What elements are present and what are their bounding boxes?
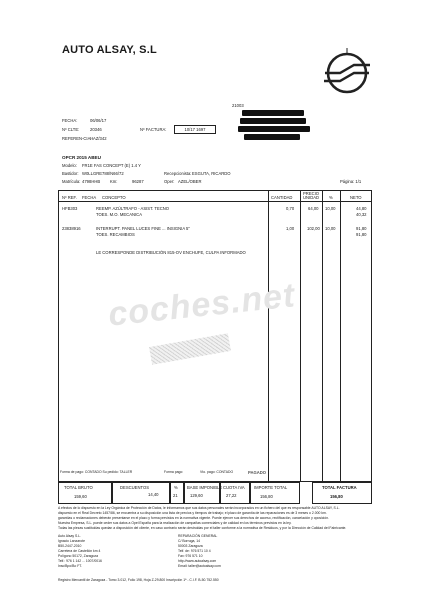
row1-dto: 10,00 — [325, 206, 336, 211]
contact-left-1: Auto Alsay S.L. — [58, 534, 81, 538]
descuentos-label: DESCUENTOS — [120, 485, 150, 490]
row2-concepto-1: INTERRUPT. PANEL LUCES FINE ... INSIGNIA 5" — [96, 226, 190, 231]
importe-label: IMPORTE TOTAL — [254, 485, 288, 490]
table-header-divider — [58, 201, 371, 202]
row1-concepto-1: REEMP. AZÚLTRAFO - ASIST. TECNO — [96, 206, 170, 211]
matricula-value: 4798HHB — [82, 179, 101, 184]
company-name: AUTO ALSAY, S.L — [62, 44, 157, 56]
nr-cliente-value: 20346 — [90, 127, 102, 132]
page-number: Página: 1/1 — [340, 179, 362, 184]
header-dto: % — [329, 195, 333, 200]
vehicle-model-value: FR1E FAS CONCEPT (E) 1.4 Y — [82, 163, 141, 168]
contact-right-6: http://www.autoalsay.com — [178, 559, 217, 563]
legal-line-4: Nuestra Empresa, S.L. puede ceder sus datos a Opel España para la realización de campañas comerciales y de calidad en los términos previstos en la ley. — [58, 521, 292, 525]
base-label: BASE IMPONIBLE — [187, 485, 223, 490]
legal-line-2: dispuesto en el Real Decreto 1457/86, se encuentra a su disposición una lista de precios y tiempos de trabajo; el plazo de garantía de las reparaciones es de 3 meses o 2.000 km. — [58, 511, 327, 515]
nr-factura-label: Nº FACTURA: — [140, 127, 167, 132]
contact-right-5: Fax: 976 571 10 — [178, 554, 203, 558]
row2-neto-2: 91,80 — [356, 232, 367, 237]
contact-right-1: REPARACIÓN GENERAL — [178, 534, 218, 538]
column-divider-cantidad — [268, 190, 269, 481]
redacted-address-4 — [244, 134, 300, 140]
km-value: 96287 — [132, 179, 144, 184]
total-bruto-label: TOTAL BRUTO — [64, 485, 93, 490]
vehicle-heading: OPCR 2015 ABEU — [62, 155, 101, 160]
row1-cantidad: 0,70 — [286, 206, 295, 211]
contact-left-5: Polígono 50172, Zaragoza — [58, 554, 98, 558]
legal-line-3: garantías o reclamaciones deberán presentarse en el plazo y forma previstos en la normativa vigente. Puede ejercer sus derechos de acceso, rectificación, cancelación y oposición. — [58, 516, 330, 520]
column-divider-dto — [322, 190, 323, 481]
nr-factura-value: 10/17 1697 — [174, 125, 216, 134]
legal-line-5: Todas las piezas sustituidas quedan a disposición del cliente, en caso contrario serán destruidas por el taller conforme a la normativa de Residuos, y por la Dirección de Calidad del Fabricante. — [58, 526, 347, 530]
nr-cliente-label: Nº CLTE: — [62, 127, 80, 132]
contact-right-3: 50003 Zaragoza — [178, 544, 203, 548]
invoice-number-top: 21003 — [232, 103, 244, 108]
contact-right-2: C/ Borruga, 14 — [178, 539, 201, 543]
total-factura-label: TOTAL FACTURA — [322, 485, 357, 490]
stamp-text: PAGADO — [248, 470, 267, 475]
payment-terms: Forma de pago: CONTADO Su pedido: TALLER — [60, 470, 133, 474]
matricula-label: Matrícula: — [62, 179, 81, 184]
contact-left-4: Carretera de Castellón km 4 — [58, 549, 101, 553]
km-label: Km: — [110, 179, 118, 184]
contact-left-7: Insc/Bpo/Bo FT. — [58, 564, 82, 568]
header-concepto: CONCEPTO — [102, 195, 126, 200]
header-cantidad: CANTIDAD — [271, 195, 293, 200]
header-precio: PRECIO UNIDAD — [303, 191, 320, 201]
row1-precio: 64,00 — [308, 206, 319, 211]
vehicle-model-label: Modelo: — [62, 163, 77, 168]
total-factura-value: 156,80 — [330, 494, 343, 499]
row1-ref: HFB303 — [62, 206, 78, 211]
row2-concepto-2: TOES. RECAMBIOS — [96, 232, 135, 237]
header-neto: NETO — [350, 195, 362, 200]
column-divider-neto — [340, 190, 341, 481]
payment-form: Forma pago: — [164, 470, 184, 474]
vehicle-bastidor-value: W0LLGRE788/N66/72 — [82, 171, 124, 176]
row2-dto: 10,00 — [325, 226, 336, 231]
row2-precio: 102,00 — [307, 226, 320, 231]
contact-right-4: Telf. de: 976 571 10 4 — [178, 549, 211, 553]
descuentos-value: 14,40 — [148, 492, 159, 497]
row2-cantidad: 1,00 — [286, 226, 295, 231]
importe-value: 156,80 — [260, 494, 273, 499]
oper-value: AZEL/OBER — [178, 179, 202, 184]
cuota-label: CUOTA IVA — [223, 485, 245, 490]
row1-concepto-2: TOES. M.O. MECANICA — [96, 212, 142, 217]
iva-pct-label: % — [174, 485, 178, 490]
base-value: 129,60 — [190, 493, 203, 498]
cuota-value: 27,22 — [226, 493, 237, 498]
header-fecha: FECHA — [82, 195, 97, 200]
oper-label: Oper: — [164, 179, 175, 184]
contact-left-3: B50-2447-2010 — [58, 544, 82, 548]
fecha-value: 06/06/17 — [90, 118, 107, 123]
payment-due: Vto. pago: CONTADO — [200, 470, 234, 474]
contact-right-7: Email: taller@autoalsay.com — [178, 564, 221, 568]
row2-ref: 23838916 — [62, 226, 81, 231]
fecha-label: FECHA: — [62, 118, 78, 123]
watermark-text: coches.net — [106, 276, 298, 334]
contact-left-2: Ignacio Lanzarote — [58, 539, 85, 543]
redacted-address-3 — [238, 126, 310, 132]
redacted-address-1 — [242, 110, 304, 116]
redacted-address-2 — [240, 118, 306, 124]
header-ref: Nº REF. — [62, 195, 77, 200]
column-divider-precio — [300, 190, 301, 481]
iva-pct-value: 21 — [173, 493, 178, 498]
row1-neto-1: 44,80 — [356, 206, 367, 211]
row1-neto-2: 40,32 — [356, 212, 367, 217]
table-note: LE CORRESPONDE DISTRIBUCIÓN 815-OV ENCHUFE, CULPA INFORMADO — [96, 250, 246, 255]
opel-logo-icon — [322, 48, 372, 98]
legal-line-1: A efectos de lo dispuesto en la Ley Orgánica de Protección de Datos, le informamos que sus datos personales serán incorporados en un fichero del que es responsable AUTO ALSAY, S.L. — [58, 506, 340, 510]
total-bruto-value: 159,60 — [74, 494, 87, 499]
contact-left-6: Telf.: 976 1 142 ... 1007/0016 — [58, 559, 102, 563]
row2-neto-1: 91,80 — [356, 226, 367, 231]
recepcionista-label: Recepcionista: — [164, 171, 192, 176]
vehicle-bastidor-label: Bastidor: — [62, 171, 79, 176]
referencia-value: HAZ/342 — [90, 136, 107, 141]
registry-line: Registro Mercantil de Zaragoza - Tomo 3.012, Folio 198, Hoja Z-29.800 Inscripción 1ª - C.I.F. B-50.752.550 — [58, 578, 219, 582]
recepcionista-value: ESGUTA, RICARDO — [192, 171, 231, 176]
referencia-label: REFEREN-CIA: — [62, 136, 92, 141]
